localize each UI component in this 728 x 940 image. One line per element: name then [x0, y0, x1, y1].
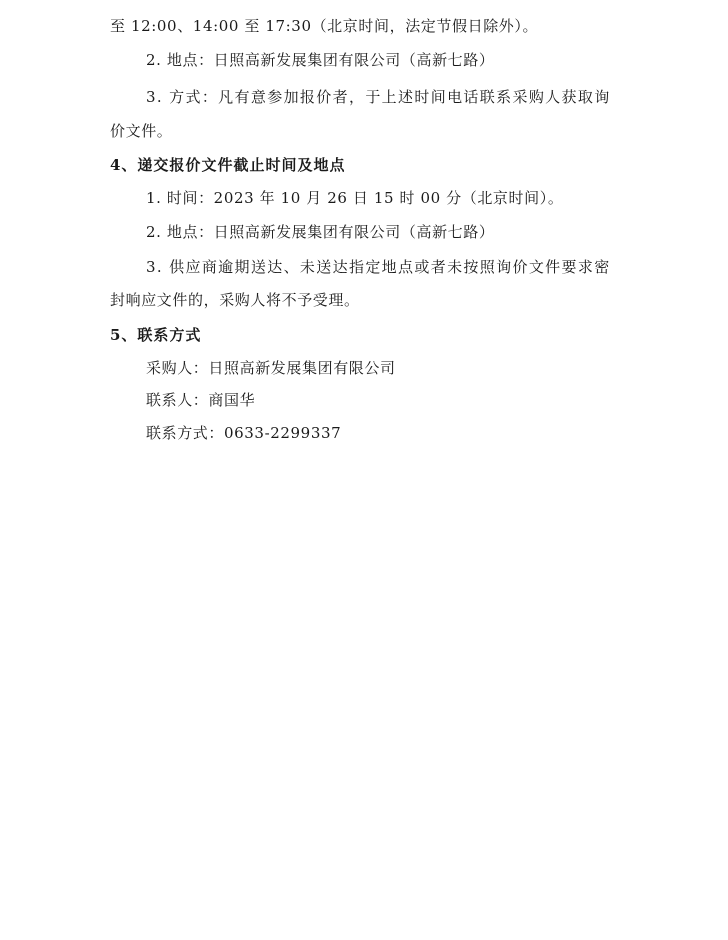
submission-location: 2. 地点：日照高新发展集团有限公司（高新七路） [146, 223, 495, 241]
obtain-method-line1: 3. 方式：凡有意参加报价者，于上述时间电话联系采购人获取询 [146, 88, 611, 106]
submission-time: 1. 时间：2023 年 10 月 26 日 15 时 00 分（北京时间）。 [146, 189, 564, 207]
contact-purchaser: 采购人：日照高新发展集团有限公司 [146, 359, 396, 377]
obtain-method-line2: 价文件。 [110, 122, 173, 140]
paragraph-hours-continuation: 至 12:00、14:00 至 17:30（北京时间，法定节假日除外）。 [110, 17, 539, 35]
contact-phone: 联系方式：0633-2299337 [146, 424, 342, 442]
late-submission-line1: 3. 供应商逾期送达、未送达指定地点或者未按照询价文件要求密 [146, 258, 611, 276]
section-4-heading: 4、递交报价文件截止时间及地点 [110, 156, 346, 174]
section-5-heading: 5、联系方式 [110, 326, 202, 344]
contact-person: 联系人：商国华 [146, 391, 256, 409]
late-submission-line2: 封响应文件的，采购人将不予受理。 [110, 291, 360, 309]
obtain-location: 2. 地点：日照高新发展集团有限公司（高新七路） [146, 51, 495, 69]
